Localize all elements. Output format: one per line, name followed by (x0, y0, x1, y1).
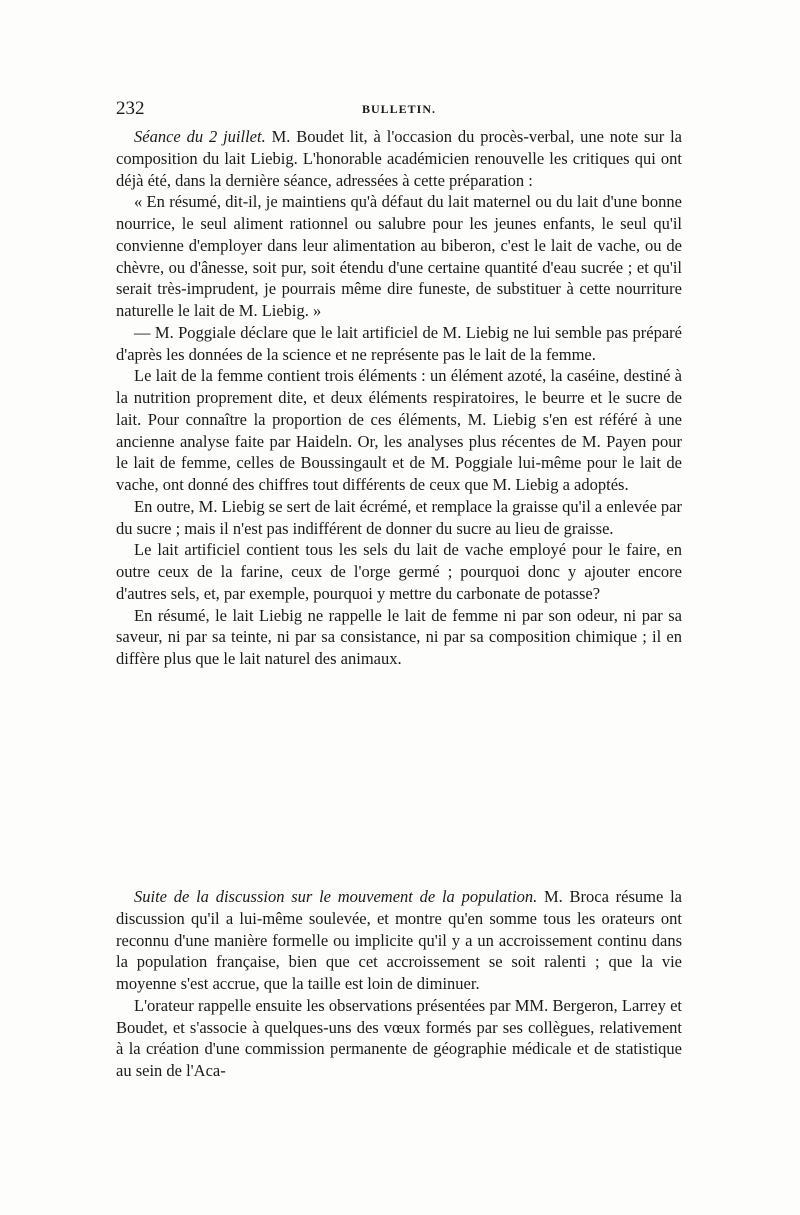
page-header (116, 98, 682, 122)
page-number: 232 (116, 98, 145, 119)
paragraph: — M. Poggiale déclare que le lait artificiel de M. Liebig ne lui semble pas préparé d'après les données de la science et ne représente pas le lait de la femme. (116, 322, 682, 364)
paragraph: L'orateur rappelle ensuite les observations présentées par MM. Bergeron, Larrey et Boudet, et s'associe à quelques-uns des vœux formés par ses collègues, relativement à la création d'une commission permanente de géographie médicale et de statistique au sein de l'Aca- (116, 995, 682, 1080)
paragraph (116, 886, 682, 995)
running-head: BULLETIN. (361, 102, 437, 116)
section-lead: Séance du 2 juillet. (134, 127, 266, 146)
paragraph-quote: « En résumé, dit-il, je maintiens qu'à défaut du lait maternel ou du lait d'une bonne nourrice, le seul aliment rationnel ou salubre pour les jeunes enfants, le seul qu'il convienne d'employer dans leur alimentation au biberon, c'est le lait de vache, ou de chèvre, ou d'ânesse, soit pur, soit étendu d'une certaine quantité d'eau sucrée ; et qu'il serait très-imprudent, je pourrais même dire funeste, de substituer à cette nourriture naturelle le lait de M. Liebig. » (116, 192, 682, 320)
paragraph: Le lait artificiel contient tous les sels du lait de vache employé pour le faire, en outre ceux de la farine, ceux de l'orge germé ; pourquoi donc y ajouter encore d'autres sels, et, par exemple, pourquoi y mettre du carbonate de potasse? (116, 540, 682, 603)
paragraph: Le lait de la femme contient trois éléments : un élément azoté, la caséine, destiné à la nutrition proprement dite, et deux éléments respiratoires, le beurre et le sucre de lait. Pour connaître la proportion de ces éléments, M. Liebig s'en est référé à une ancienne analyse faite par Haideln. Or, les analyses plus récentes de M. Payen pour le lait de femme, celles de Boussingault et de M. Poggiale lui-même pour le lait de vache, ont donné des chiffres tout différents de ceux que M. Liebig a adoptés. (116, 366, 682, 494)
paragraph-text: M. Broca résume la discussion qu'il a lui-même soulevée, et montre qu'en somme tous les orateurs ont reconnu d'une manière formelle ou implicite qu'il y a un accroissement continu dans la population française, bien que cet accroissement se soit ralenti ; que la vie moyenne s'est accrue, que la taille est loin de diminuer. (116, 887, 683, 993)
section-discussion (116, 886, 682, 1082)
paragraph-text: M. Boudet lit, à l'occasion du procès-verbal, une note sur la composition du lait Liebig. L'honorable académicien renouvelle les critiques qui ont déjà été, dans la dernière séance, adressées à cette préparation : (116, 127, 682, 190)
paragraph (116, 126, 682, 191)
section-seance (116, 126, 682, 670)
paragraph: En résumé, le lait Liebig ne rappelle le lait de femme ni par son odeur, ni par sa saveur, ni par sa teinte, ni par sa consistance, ni par sa composition chimique ; il en diffère plus que le lait naturel des animaux. (116, 605, 682, 668)
paragraph: En outre, M. Liebig se sert de lait écrémé, et remplace la graisse qu'il a enlevée par du sucre ; mais il n'est pas indifférent de donner du sucre au lieu de graisse. (116, 496, 682, 538)
section-lead: Suite de la discussion sur le mouvement de la population. (134, 887, 538, 906)
